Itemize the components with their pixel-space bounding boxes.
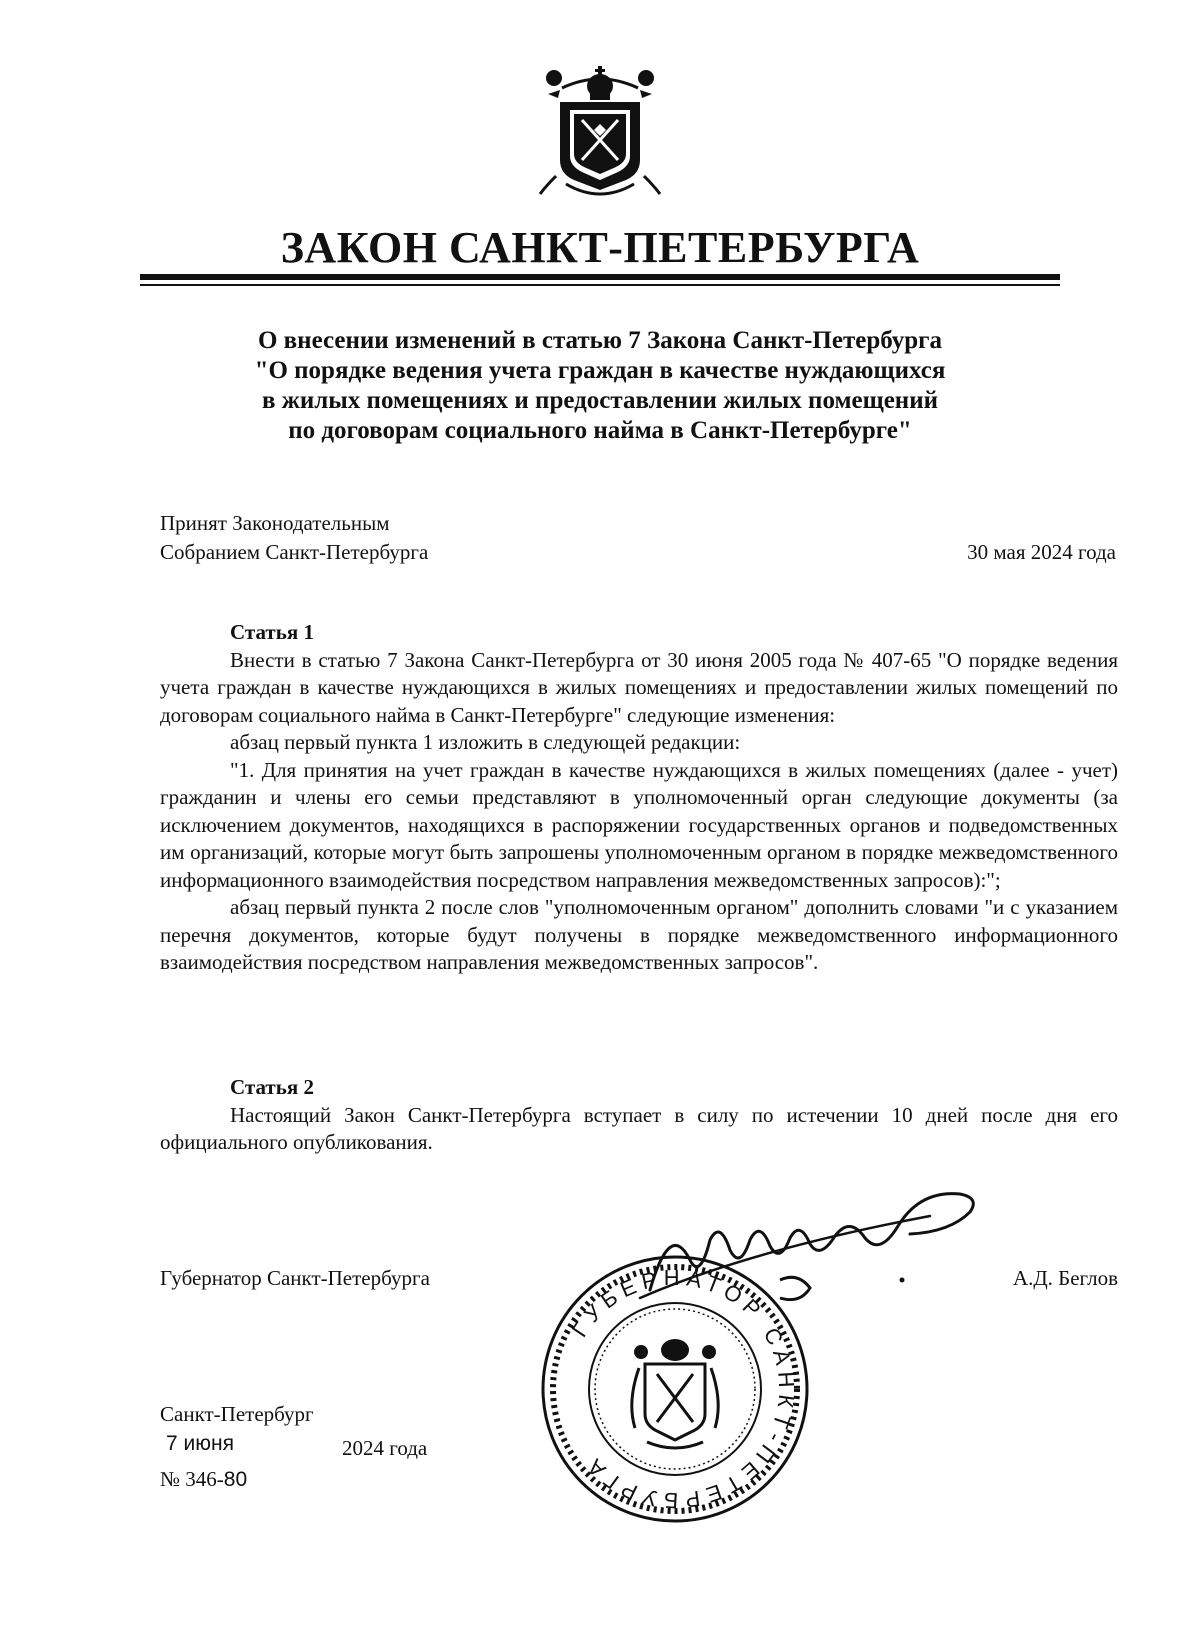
signatory-position: Губернатор Санкт-Петербурга <box>160 1266 430 1290</box>
article-1 <box>160 619 1118 977</box>
article-paragraph: абзац первый пункта 2 после слов "уполномоченным органом" дополнить словами "и с указанием перечня документов, которые будут получены в порядке межведомственного информационного взаимодействия посредством направления межведомственных запросов". <box>160 895 1118 974</box>
law-number-prefix: № 346- <box>160 1467 224 1491</box>
adoption-line: Принят Законодательным <box>160 511 390 535</box>
article-heading: Статья 1 <box>230 620 314 644</box>
law-subject <box>190 326 1010 446</box>
seal-text: ГУБЕРНАТОР САНКТ-ПЕТЕРБУРГА <box>566 1264 800 1514</box>
st-petersburg-coat-of-arms-icon <box>536 64 664 202</box>
adoption-statement <box>160 509 428 567</box>
article-2 <box>160 1074 1118 1157</box>
law-number-value: 80 <box>223 1468 248 1491</box>
signing-day-month: 7 июня <box>166 1432 234 1455</box>
governor-signature <box>630 1180 1010 1320</box>
signing-year: 2024 года <box>342 1436 428 1460</box>
subject-line: О внесении изменений в статью 7 Закона Санкт-Петербурга <box>257 327 943 354</box>
article-paragraph: абзац первый пункта 1 изложить в следующей редакции: <box>230 730 741 754</box>
subject-line: по договорам социального найма в Санкт-Петербурге" <box>288 417 912 444</box>
title-divider-thin <box>140 284 1060 286</box>
article-paragraph: Настоящий Закон Санкт-Петербурга вступает в силу по истечении 10 дней после дня его официального опубликования. <box>160 1102 1118 1154</box>
document-title: ЗАКОН САНКТ-ПЕТЕРБУРГА <box>280 223 920 272</box>
title-divider-thick <box>140 274 1060 280</box>
article-paragraph: "1. Для принятия на учет граждан в качестве нуждающихся в жилых помещениях (далее - учет) гражданин и члены его семьи представляют в уполномоченный орган следующие документы (за исключением документов, находящихся в распоряжении государственных органов и подведомственных им организаций, которые могут быть запрошены уполномоченным органом в порядке межведомственного информационного взаимодействия посредством направления межведомственных запросов):"; <box>160 757 1118 892</box>
adoption-date: 30 мая 2024 года <box>967 540 1116 564</box>
place-of-signing: Санкт-Петербург <box>160 1402 314 1426</box>
adoption-line: Собранием Санкт-Петербурга <box>160 540 429 564</box>
law-number <box>160 1467 247 1492</box>
article-paragraph: Внести в статью 7 Закона Санкт-Петербурга от 30 июня 2005 года № 407-65 "О порядке ведения учета граждан в качестве нуждающихся в жилых помещениях и предоставлении жилых помещений по договорам социального найма в Санкт-Петербурге" следующие изменения: <box>160 647 1118 727</box>
subject-line: "О порядке ведения учета граждан в качестве нуждающихся <box>254 357 946 384</box>
signatory-name: А.Д. Беглов <box>1012 1266 1118 1290</box>
subject-line: в жилых помещениях и предоставлении жилых помещений <box>261 387 939 414</box>
article-heading: Статья 2 <box>230 1075 314 1099</box>
